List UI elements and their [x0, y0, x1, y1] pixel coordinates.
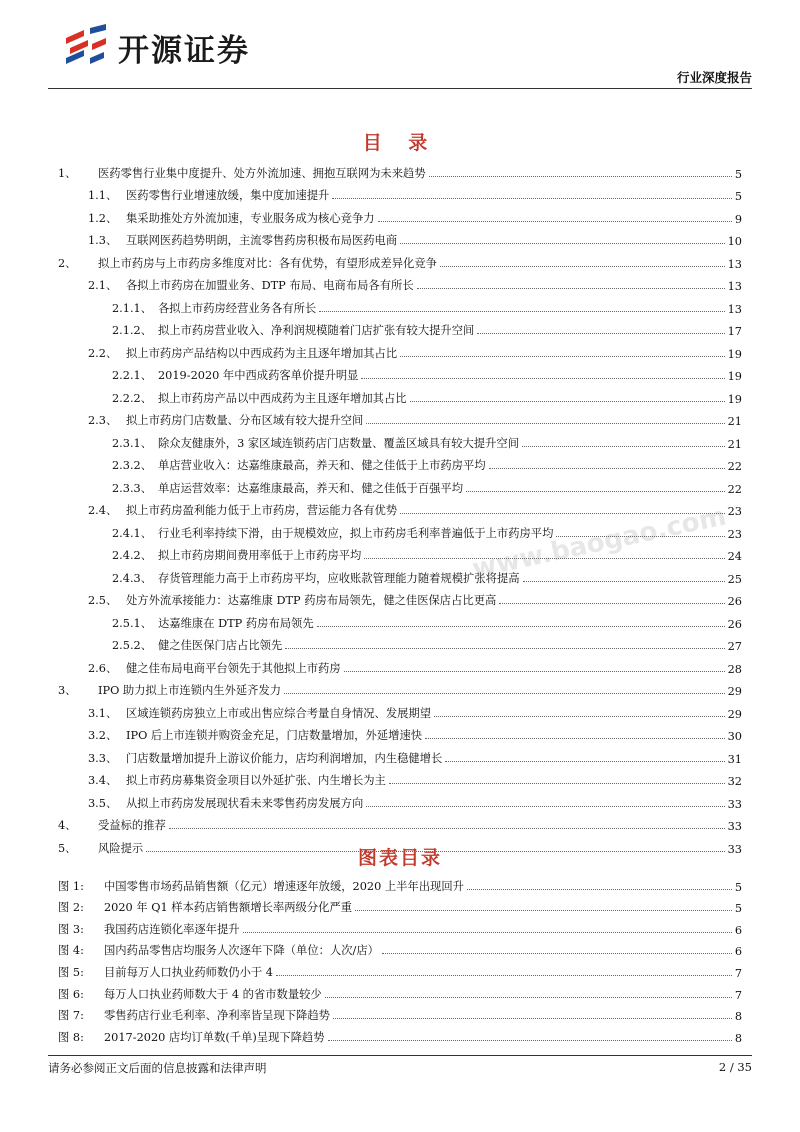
- toc-entry-page: 26: [727, 617, 742, 631]
- toc-entry-page: 23: [727, 505, 742, 518]
- toc-entry-text: 区域连锁药房独立上市或出售应综合考量自身情况、发展期望: [126, 706, 432, 720]
- toc-leader-dots: [285, 648, 724, 649]
- figure-list: [58, 872, 742, 1045]
- figure-leader-dots: [243, 932, 732, 933]
- figure-entry-text: 我国药店连锁化率逐年提升: [104, 922, 240, 936]
- toc-entry-page: 33: [727, 820, 742, 833]
- toc-entry-page: 19: [727, 370, 742, 383]
- toc-entry-text: 互联网医药趋势明朗，主流零售药房积极布局医药电商: [126, 234, 398, 247]
- figure-leader-dots: [382, 953, 732, 954]
- page-indicator: 2 / 35: [718, 1060, 752, 1074]
- toc-entry-text: 除众友健康外，3 家区域连锁药店门店数量、覆盖区域具有较大提升空间: [158, 436, 519, 450]
- toc-leader-dots: [400, 356, 724, 357]
- toc-entry-page: 13: [727, 302, 742, 316]
- toc-entry[interactable]: [58, 631, 742, 654]
- toc-entry-page: 5: [734, 167, 742, 181]
- toc-leader-dots: [317, 626, 725, 627]
- figure-entry[interactable]: [58, 937, 742, 959]
- toc-entry-number: 2.3、: [88, 414, 118, 427]
- toc-entry-page: 32: [727, 775, 742, 788]
- toc-entry-page: 30: [727, 730, 742, 743]
- toc-entry-page: 10: [727, 235, 742, 248]
- toc-entry[interactable]: [58, 226, 742, 249]
- figure-entry-number: 图 7:: [58, 1009, 84, 1023]
- figure-entry-page: 8: [734, 1010, 742, 1024]
- toc-entry-text: 拟上市药房盈利能力低于上市药房，营运能力各有优势: [126, 504, 398, 517]
- figure-leader-dots: [325, 997, 732, 998]
- toc-entry[interactable]: [58, 293, 742, 316]
- figure-entry-page: 6: [734, 945, 742, 959]
- figure-entry-page: 8: [734, 1031, 742, 1045]
- toc-leader-dots: [522, 446, 725, 447]
- header-divider: [48, 88, 752, 89]
- toc-entry-text: 门店数量增加提升上游议价能力，店均利润增加，内生稳健增长: [126, 751, 443, 765]
- toc-leader-dots: [410, 401, 725, 402]
- toc-entry-text: 拟上市药房门店数量、分布区域有较大提升空间: [126, 414, 364, 427]
- toc-entry-number: 2.1、: [88, 279, 118, 292]
- toc-leader-dots: [319, 311, 724, 312]
- figure-entry-page: 5: [734, 880, 742, 894]
- toc-entry-page: 17: [727, 325, 742, 338]
- toc-entry-number: 2.4.3、: [112, 571, 153, 585]
- toc-entry[interactable]: [58, 586, 742, 609]
- toc-leader-dots: [429, 176, 732, 177]
- toc-entry[interactable]: [58, 181, 742, 204]
- toc-entry-number: 5、: [58, 841, 77, 855]
- toc-entry-page: 13: [727, 257, 742, 271]
- toc-entry-page: 25: [727, 572, 742, 586]
- figure-entry[interactable]: [58, 958, 742, 980]
- toc-entry-text: 医药零售行业增速放缓，集中度加速提升: [126, 189, 330, 202]
- toc-entry-page: 21: [727, 415, 742, 428]
- figure-leader-dots: [355, 910, 732, 911]
- logo-mark-icon: [62, 24, 110, 70]
- toc-entry-page: 24: [727, 550, 742, 563]
- toc-entry-number: 2.1.2、: [112, 324, 153, 337]
- toc-entry-number: 2.4.2、: [112, 549, 153, 562]
- toc-entry[interactable]: [58, 406, 742, 429]
- toc-entry-text: 拟上市药房期间费用率低于上市药房平均: [158, 549, 362, 562]
- toc-leader-dots: [489, 468, 725, 469]
- toc-entry-page: 19: [727, 347, 742, 361]
- toc-entry[interactable]: [58, 316, 742, 339]
- toc-entry-number: 2.4、: [88, 504, 118, 517]
- toc-entry-page: 29: [727, 685, 742, 698]
- toc-entry-text: 拟上市药房与上市药房多维度对比：各有优势，有望形成差异化竞争: [98, 256, 437, 270]
- toc-entry-number: 3.4、: [88, 774, 118, 787]
- toc-entry-page: 5: [734, 190, 742, 203]
- toc-entry[interactable]: [58, 811, 742, 834]
- toc-entry-page: 19: [727, 392, 742, 406]
- toc-leader-dots: [284, 693, 725, 694]
- toc-leader-dots: [389, 783, 725, 784]
- figure-entry-number: 图 1:: [58, 879, 84, 893]
- toc-entry-text: 拟上市药房产品以中西成药为主且逐年增加其占比: [158, 391, 407, 405]
- toc-entry-page: 33: [727, 842, 742, 856]
- toc-entry[interactable]: [58, 563, 742, 586]
- toc-entry[interactable]: [58, 608, 742, 631]
- figure-leader-dots: [333, 1018, 732, 1019]
- toc-entry-text: 医药零售行业集中度提升、处方外流加速、拥抱互联网为未来趋势: [98, 166, 426, 180]
- toc-entry-text: 风险提示: [98, 841, 144, 855]
- figure-entry-text: 零售药店行业毛利率、净利率皆呈现下降趋势: [104, 1009, 330, 1023]
- toc-leader-dots: [445, 761, 724, 762]
- figure-entry-number: 图 8:: [58, 1030, 84, 1044]
- toc-entry[interactable]: [58, 698, 742, 721]
- toc-entry-text: 从拟上市药房发展现状看未来零售药房发展方向: [126, 796, 364, 810]
- figure-entry-number: 图 3:: [58, 922, 84, 936]
- figure-entry[interactable]: [58, 980, 742, 1002]
- figure-entry-text: 目前每万人口执业药师数仍小于 4: [104, 965, 273, 979]
- toc-entry[interactable]: [58, 788, 742, 811]
- toc-entry[interactable]: [58, 766, 742, 789]
- figure-entry[interactable]: [58, 894, 742, 916]
- figure-entry-page: 5: [734, 902, 742, 916]
- toc-leader-dots: [344, 671, 725, 672]
- toc-entry[interactable]: [58, 271, 742, 294]
- toc-entry-number: 2.2.1、: [112, 369, 153, 382]
- toc-entry-page: 29: [727, 707, 742, 721]
- toc-entry-number: 2、: [58, 256, 77, 270]
- toc-entry-number: 2.5.1、: [112, 616, 153, 630]
- toc-entry-number: 2.1.1、: [112, 301, 153, 315]
- toc-leader-dots: [332, 198, 731, 199]
- toc-leader-dots: [523, 581, 725, 582]
- figure-leader-dots: [467, 889, 732, 890]
- figure-leader-dots: [276, 975, 732, 976]
- toc-entry[interactable]: [58, 676, 742, 699]
- toc-entry-text: 达嘉维康在 DTP 药房布局领先: [158, 616, 314, 630]
- toc-entry-text: 单店营业收入：达嘉维康最高，养天和、健之佳低于上市药房平均: [158, 459, 486, 472]
- toc-entry-text: 健之佳医保门店占比领先: [158, 639, 283, 652]
- figure-entry-page: 7: [734, 988, 742, 1002]
- toc-entry[interactable]: [58, 338, 742, 361]
- toc-entry[interactable]: [58, 743, 742, 766]
- toc-entry-number: 2.2、: [88, 346, 118, 360]
- report-type-label: 行业深度报告: [676, 70, 752, 85]
- toc-leader-dots: [378, 221, 732, 222]
- toc-entry-text: 处方外流承接能力：达嘉维康 DTP 药房布局领先，健之佳医保店占比更高: [126, 594, 497, 607]
- toc-entry-text: IPO 助力拟上市连锁内生外延齐发力: [98, 684, 282, 697]
- toc-entry[interactable]: [58, 473, 742, 496]
- toc-entry[interactable]: [58, 653, 742, 676]
- toc-leader-dots: [434, 716, 725, 717]
- figure-entry-text: 每万人口执业药师数大于 4 的省市数量较少: [104, 987, 322, 1001]
- toc-title: 目 录: [362, 132, 438, 154]
- toc-entry-page: 22: [727, 460, 742, 473]
- table-of-contents: [58, 158, 742, 856]
- toc-entry-page: 28: [727, 662, 742, 676]
- toc-entry-number: 3.2、: [88, 729, 118, 742]
- toc-entry-number: 3.3、: [88, 751, 118, 765]
- page-header: [48, 18, 752, 88]
- toc-entry[interactable]: [58, 158, 742, 181]
- toc-entry-number: 4、: [58, 819, 77, 832]
- toc-entry-page: 22: [727, 482, 742, 496]
- toc-entry-number: 2.6、: [88, 661, 118, 675]
- toc-entry[interactable]: [58, 496, 742, 519]
- toc-entry-page: 31: [727, 752, 742, 766]
- toc-entry-number: 3、: [58, 684, 77, 697]
- toc-entry-text: 单店运营效率：达嘉维康最高，养天和、健之佳低于百强平均: [158, 481, 464, 495]
- toc-entry-text: 拟上市药房募集资金项目以外延扩张、内生增长为主: [126, 774, 386, 787]
- toc-entry-text: 集采助推处方外流加速，专业服务成为核心竞争力: [126, 211, 375, 225]
- toc-entry-text: 行业毛利率持续下滑，由于规模效应，拟上市药房毛利率普遍低于上市药房平均: [158, 526, 554, 540]
- toc-leader-dots: [499, 603, 724, 604]
- toc-entry-text: 拟上市药房产品结构以中西成药为主且逐年增加其占比: [126, 346, 398, 360]
- toc-entry[interactable]: [58, 203, 742, 226]
- brand-name: 开源证券: [118, 32, 250, 69]
- footer-disclaimer: 请务必参阅正文后面的信息披露和法律声明: [48, 1061, 267, 1075]
- figure-entry-text: 中国零售市场药品销售额（亿元）增速逐年放缓，2020 上半年出现回升: [104, 879, 464, 893]
- toc-entry-page: 27: [727, 640, 742, 653]
- toc-entry-text: 存货管理能力高于上市药房平均，应收账款管理能力随着规模扩张将提高: [158, 571, 520, 585]
- toc-entry-number: 2.4.1、: [112, 526, 153, 540]
- toc-leader-dots: [425, 738, 725, 739]
- figure-leader-dots: [328, 1040, 732, 1041]
- figure-entry[interactable]: [58, 1023, 742, 1045]
- toc-entry-page: 26: [727, 595, 742, 608]
- toc-entry-text: IPO 后上市连锁并购资金充足，门店数量增加，外延增速快: [126, 729, 423, 742]
- toc-entry-number: 3.5、: [88, 796, 118, 810]
- toc-entry[interactable]: [58, 721, 742, 744]
- toc-entry-number: 2.3.2、: [112, 459, 153, 472]
- toc-entry[interactable]: [58, 428, 742, 451]
- figure-entry-page: 7: [734, 966, 742, 980]
- toc-entry-text: 拟上市药房营业收入、净利润规模随着门店扩张有较大提升空间: [158, 324, 475, 337]
- toc-entry-number: 1.2、: [88, 211, 118, 225]
- toc-entry-number: 1.1、: [88, 189, 118, 202]
- toc-entry-number: 2.3.1、: [112, 436, 153, 450]
- toc-entry-text: 健之佳布局电商平台领先于其他拟上市药房: [126, 661, 341, 675]
- toc-entry-page: 13: [727, 280, 742, 293]
- watermark: www.baogao.com: [469, 501, 729, 585]
- toc-leader-dots: [400, 243, 724, 244]
- toc-entry-text: 各拟上市药房在加盟业务、DTP 布局、电商布局各有所长: [126, 279, 414, 292]
- toc-leader-dots: [417, 288, 725, 289]
- toc-entry[interactable]: [58, 451, 742, 474]
- toc-entry-number: 2.5.2、: [112, 639, 153, 652]
- toc-entry-number: 2.2.2、: [112, 391, 153, 405]
- figure-entry[interactable]: [58, 872, 742, 894]
- figure-entry-text: 2020 年 Q1 样本药店销售额增长率两级分化严重: [104, 901, 353, 915]
- toc-entry-text: 2019-2020 年中西成药客单价提升明显: [158, 369, 359, 382]
- toc-entry-text: 各拟上市药房经营业务各有所长: [158, 301, 317, 315]
- toc-entry-page: 23: [727, 527, 742, 541]
- toc-entry-number: 1.3、: [88, 234, 118, 247]
- toc-entry[interactable]: [58, 248, 742, 271]
- toc-entry-number: 2.3.3、: [112, 481, 153, 495]
- figure-entry-text: 2017-2020 店均订单数(千单)呈现下降趋势: [104, 1030, 325, 1044]
- figure-entry-page: 6: [734, 923, 742, 937]
- figure-entry[interactable]: [58, 915, 742, 937]
- toc-leader-dots: [169, 828, 725, 829]
- toc-entry[interactable]: [58, 361, 742, 384]
- toc-leader-dots: [361, 378, 724, 379]
- toc-leader-dots: [477, 333, 724, 334]
- toc-entry-number: 1、: [58, 166, 77, 180]
- toc-entry-page: 21: [727, 437, 742, 451]
- company-logo: [62, 24, 250, 70]
- toc-entry-number: 3.1、: [88, 706, 118, 720]
- footer-divider: [48, 1055, 752, 1056]
- figure-entry[interactable]: [58, 1002, 742, 1024]
- figure-entry-number: 图 4:: [58, 944, 84, 958]
- figure-entry-number: 图 6:: [58, 987, 84, 1001]
- toc-leader-dots: [366, 806, 724, 807]
- toc-entry-page: 33: [727, 797, 742, 811]
- toc-entry-number: 2.5、: [88, 594, 118, 607]
- figures-title: 图表目录: [357, 847, 442, 869]
- figure-entry-text: 国内药品零售店均服务人次逐年下降（单位：人次/店）: [104, 944, 379, 958]
- toc-entry-page: 9: [734, 212, 742, 226]
- figure-entry-number: 图 2:: [58, 901, 84, 915]
- figure-entry-number: 图 5:: [58, 965, 84, 979]
- toc-leader-dots: [440, 266, 725, 267]
- toc-entry-text: 受益标的推荐: [98, 819, 166, 832]
- toc-leader-dots: [466, 491, 725, 492]
- toc-entry[interactable]: [58, 383, 742, 406]
- toc-leader-dots: [366, 423, 724, 424]
